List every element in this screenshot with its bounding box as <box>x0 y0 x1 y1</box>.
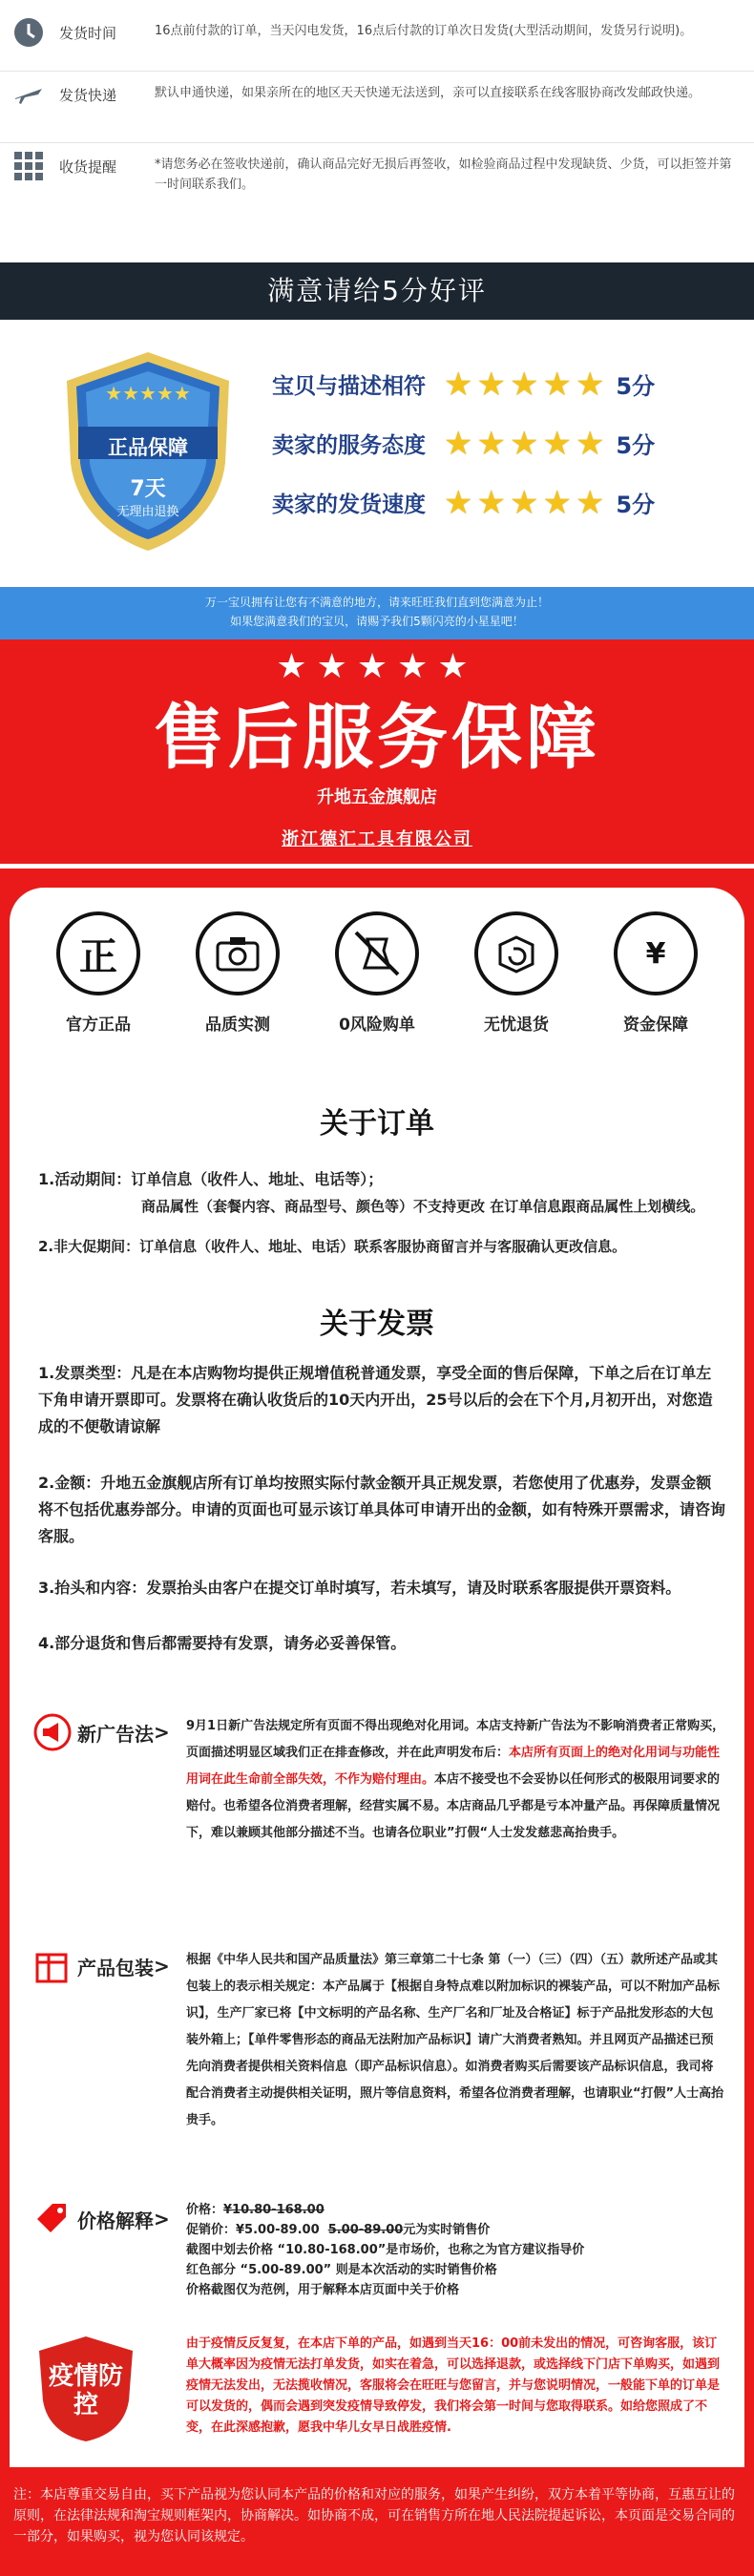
ad-law-text-red: 本店所有页面上的绝对化用词与功能性用词在此生命前全部失效，不作为赔付理由。 <box>186 1746 721 1787</box>
shipping-time-text: 16点前付款的订单，当天闪电发货，16点后付款的订单次日发货(大型活动期间，发货另行说明)。 <box>155 24 693 38</box>
rating-label: 宝贝与描述相符 <box>272 374 426 399</box>
airplane-icon <box>11 77 46 112</box>
service-icons <box>0 911 754 1035</box>
service-label: 品质实测 <box>205 1016 270 1035</box>
service-no-risk <box>320 911 434 1035</box>
ad-law-header <box>33 1713 170 1751</box>
package-icon <box>33 1947 72 1985</box>
rating-stars <box>444 365 605 404</box>
ad-law-block <box>33 1713 730 1923</box>
no-risk-icon <box>335 911 419 995</box>
service-return <box>459 911 574 1035</box>
shipping-row-receipt <box>0 143 754 220</box>
invoice-title: 关于发票 <box>320 1308 434 1341</box>
clock-icon <box>11 15 46 50</box>
order-title: 关于订单 <box>320 1107 434 1141</box>
shield-days: 7天 <box>130 477 166 501</box>
strip-line: 如果您满意我们的宝贝，请赐予我们5颗闪亮的小星星吧！ <box>230 615 524 628</box>
price-strike: ¥10.80-168.00 <box>223 2203 325 2217</box>
shop-name: 升地五金旗舰店 <box>317 787 437 807</box>
ad-law-text <box>186 1713 725 1847</box>
rating-score: 5分 <box>616 373 656 400</box>
shipping-row-time <box>0 10 754 72</box>
star-icon: ★ <box>444 365 473 404</box>
service-label: 0风险购单 <box>339 1016 415 1035</box>
shield-title: 正品保障 <box>108 436 188 459</box>
invoice-p1: 1.发票类型：凡是在本店购物均提供正规增值税普通发票，享受全面的售后保障，下单之后在订单左下角申请开票即可。发票将在确认收货后的10天内开出，25号以后的会在下个月,月初开出，对您造成的不便敬请谅解 <box>38 1364 713 1435</box>
rating-row-description <box>272 365 656 404</box>
shipping-info <box>0 0 754 262</box>
star-icon: ★ <box>542 483 572 522</box>
price-line-3: 截图中划去价格 “10.80-168.00”是市场价，也称之为官方建议指导价 <box>186 2243 585 2257</box>
star-icon: ★ <box>542 424 572 463</box>
star-icon: ★ <box>476 483 506 522</box>
shipping-row-courier <box>0 72 754 143</box>
order-line-1-text: 1.活动期间：订单信息（收件人、地址、电话等）； <box>38 1170 384 1188</box>
service-fund <box>598 911 713 1035</box>
ad-law-text-2: 本店不接受也不会妥协以任何形式的极限用词要求的赔付。也希望各位消费者理解，经营实属不易。本店商品几乎都是亏本冲量产品。再保障质量情况下，难以兼顾其他部分描述不当。也请各位职业”打假“人士发发慈悲高抬贵手。 <box>186 1772 721 1840</box>
price-tag-icon <box>33 2200 72 2238</box>
invoice-p2: 2.金额：升地五金旗舰店所有订单均按照实际付款金额开具正规发票，若您使用了优惠券，发票金额将不包括优惠券部分。申请的页面也可显示该订单具体可申请开出的金额，如有特殊开票需求，请咨询客服。 <box>38 1474 726 1545</box>
chevron-right-icon: > <box>154 1721 170 1744</box>
company-name: 浙江德汇工具有限公司 <box>282 829 472 849</box>
megaphone-icon <box>33 1713 72 1751</box>
star-icon: ★ <box>444 424 473 463</box>
shipping-time-label: 发货时间 <box>59 25 117 42</box>
shipping-receipt-text: *请您务必在签收快递前，确认商品完好无损后再签收，如检验商品过程中发现缺货、少货，可以拒签并第一时间联系我们。 <box>155 157 732 192</box>
promo-prefix: 促销价：¥5.00-89.00 <box>186 2223 320 2237</box>
grid-icon <box>11 149 46 183</box>
service-label: 无忧退货 <box>484 1016 549 1035</box>
rating-label: 卖家的服务态度 <box>272 433 426 458</box>
promo-strike: 5.00-89.00 <box>327 2223 404 2237</box>
camera-icon <box>196 911 280 995</box>
star-icon: ★ <box>476 424 506 463</box>
invoice-p4: 4.部分退货和售后都需要持有发票，请务必妥善保管。 <box>38 1634 407 1652</box>
star-icon: ★ <box>542 365 572 404</box>
price-prefix: 价格： <box>186 2203 224 2217</box>
shield-sub: 无理由退换 <box>116 505 179 519</box>
yuan-glyph: ¥ <box>645 936 666 971</box>
ad-law-title: 新广告法 <box>77 1722 154 1746</box>
order-line-2: 2.非大促期间：订单信息（收件人、地址、电话）联系客服协商留言并与客服确认更改信息。 <box>38 1238 627 1255</box>
packaging-header <box>33 1947 170 1985</box>
after-sales-header <box>0 639 754 864</box>
service-camera <box>180 911 295 1035</box>
chevron-right-icon: > <box>154 1955 170 1978</box>
promo-suffix: 元为实时销售价 <box>403 2223 491 2237</box>
invoice-p3: 3.抬头和内容：发票抬头由客户在提交订单时填写，若未填写，请及时联系客服提供开票资料。 <box>38 1579 681 1597</box>
rating-label: 卖家的发货速度 <box>272 492 426 517</box>
epidemic-badge-text: 疫情防控 <box>48 2362 123 2419</box>
price-line-1 <box>186 2200 725 2220</box>
return-box-icon <box>474 911 558 995</box>
star-icon: ★ <box>509 483 539 522</box>
star-icon: ★ <box>509 424 539 463</box>
rating-stars <box>444 424 605 463</box>
shipping-courier-text: 默认申通快递，如果亲所在的地区天天快递无法送到，亲可以直接联系在线客服协商改发邮政快递。 <box>155 86 702 100</box>
price-line-4: 红色部分 “5.00-89.00” 则是本次活动的实时销售价格 <box>186 2263 497 2277</box>
ad-law-text-1: 9月1日新广告法规定所有页面不得出现绝对化用词。本店支持新广告法为不影响消费者正常购买，页面描述明显区域我们正在排查修改，并在此声明发布后： <box>186 1719 725 1760</box>
price-block <box>33 2200 730 2324</box>
epidemic-text: 由于疫情反反复复，在本店下单的产品，如遇到当天16：00前未发出的情况，可咨询客服，该订单大概率因为疫情无法打单发货，如实在着急，可以选择退款，或选择线下门店下单购买，如遇到疫情无法发出，无法揽收情况，客服将会在旺旺与您留言，并与您说明情况，一般能下单的订单是可以发货的，偶而会遇到突发疫情导致停发，我们将会第一时间与您取得联系。如给您照成了不变，在此深感抱歉，愿我中华儿女早日战胜疫情. <box>186 2336 721 2435</box>
rating-score: 5分 <box>616 432 656 459</box>
rating-banner: 满意请给5分好评 <box>0 262 754 320</box>
satisfaction-strip <box>0 587 754 639</box>
order-line-1 <box>38 1166 725 1220</box>
chevron-right-icon: > <box>154 2208 170 2230</box>
rating-row-service <box>272 424 656 463</box>
shipping-receipt-label: 收货提醒 <box>59 158 117 176</box>
service-genuine <box>41 911 156 1035</box>
service-label: 资金保障 <box>623 1016 688 1035</box>
star-icon: ★ <box>509 365 539 404</box>
price-title: 价格解释 <box>77 2209 154 2232</box>
shipping-courier-label: 发货快递 <box>59 87 117 104</box>
rating-score: 5分 <box>616 492 656 518</box>
rating-row-shipping <box>272 483 656 522</box>
rating-section <box>0 320 754 587</box>
star-icon: ★ <box>575 365 605 404</box>
price-header <box>33 2200 170 2238</box>
packaging-text: 根据《中华人民共和国产品质量法》第三章第二十七条 第（一）（三）（四）（五）款所述产品或其包装上的表示相关规定：本产品属于【根据自身特点难以附加标识的裸装产品，可以不附加产品标识】，生产厂家已将【中文标明的产品名称、生产厂名和厂址及合格证】标于产品批发形态的大包装外箱上；【单件零售形态的商品无法附加产品标识】请广大消费者熟知。并且网页产品描述已预先向消费者提供相关资料信息（即产品标识信息）。如消费者购买后需要该产品标识信息，我司将配合消费者主动提供相关证明，照片等信息资料，希望各位消费者理解，也请职业“打假”人士高抬贵手。 <box>186 1953 724 2127</box>
order-line-1b-text: 商品属性（套餐内容、商品型号、颜色等）不支持更改 在订单信息跟商品属性上划横线。 <box>141 1198 705 1215</box>
price-text <box>186 2200 725 2300</box>
legal-footer: 注：本店尊重交易自由，买下产品视为您认同本产品的价格和对应的服务，如果产生纠纷，双方本着平等协商，互惠互让的原则，在法律法规和淘宝规则框架内，协商解决。如协商不成，可在销售方所在地人民法院提起诉讼，本页面是交易合同的一部分，如果购买，视为您认同该规定。 <box>0 2477 754 2576</box>
header-title: 售后服务保障 <box>154 697 600 779</box>
star-icon: ★ <box>444 483 473 522</box>
packaging-title: 产品包装 <box>77 1956 154 1979</box>
header-stars: ★★★★★ <box>276 647 478 686</box>
star-icon: ★ <box>476 365 506 404</box>
rating-stars <box>444 483 605 522</box>
packaging-block <box>33 1947 730 2186</box>
price-line-2 <box>186 2220 725 2240</box>
fund-shield-icon <box>614 911 698 995</box>
strip-line: 万一宝贝拥有让您有不满意的地方，请来旺旺我们直到您满意为止！ <box>204 596 549 609</box>
star-icon: ★ <box>575 483 605 522</box>
service-label: 官方正品 <box>66 1016 131 1035</box>
price-line-5: 价格截图仅为范例，用于解释本店页面中关于价格 <box>186 2283 460 2297</box>
star-icon: ★ <box>575 424 605 463</box>
genuine-icon: 正 <box>56 911 140 995</box>
svg-text:★★★★★: ★★★★★ <box>105 382 191 405</box>
